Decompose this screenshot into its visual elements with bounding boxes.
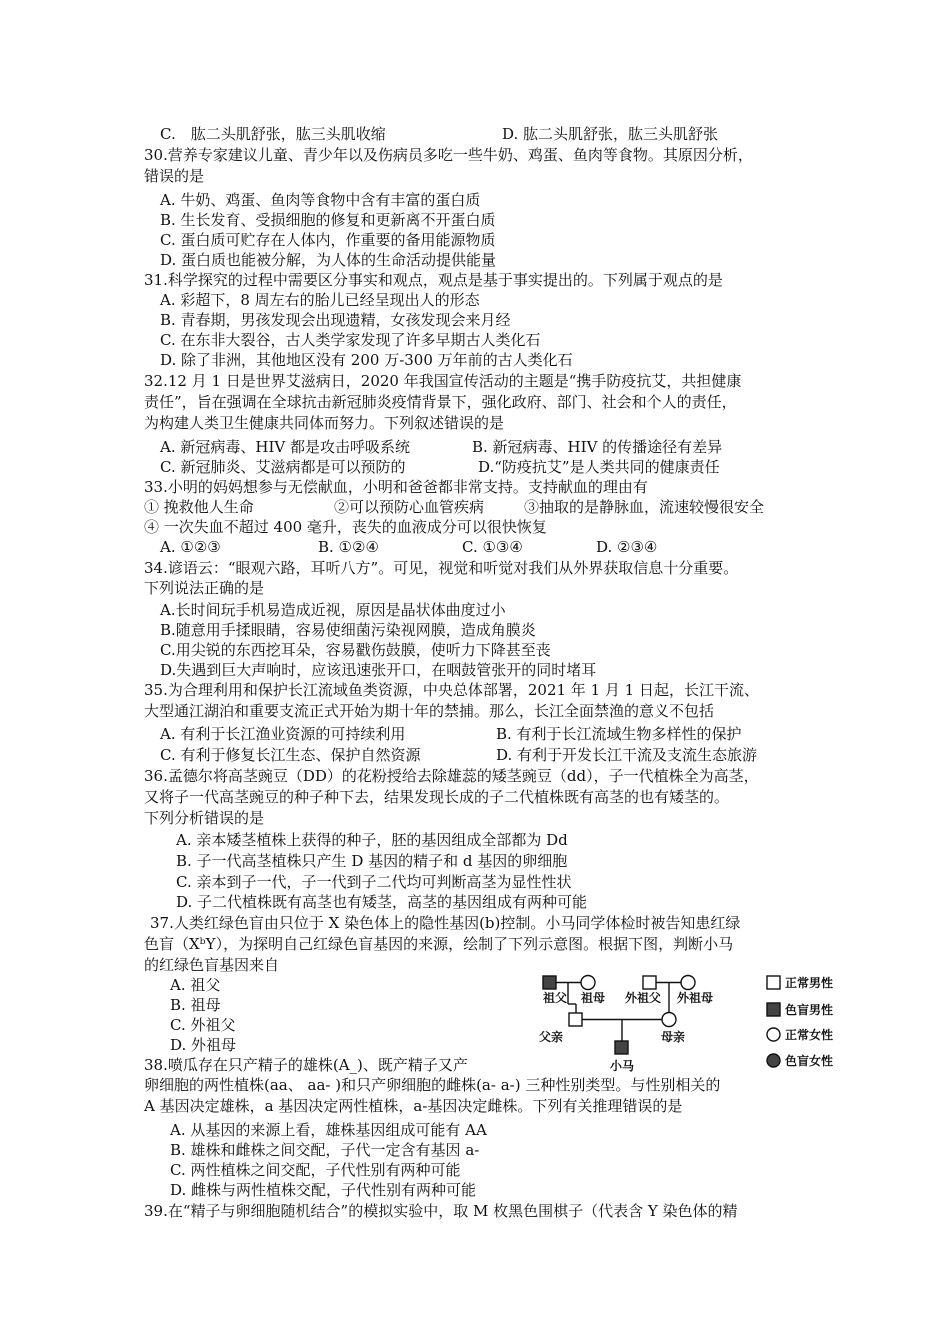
q36-option-b: B. 子一代高茎植株只产生 D 基因的精子和 d 基因的卵细胞 xyxy=(176,852,568,870)
q35-option-c: C. 有利于修复长江生态、保护自然资源 xyxy=(160,746,421,764)
grandmother-symbol xyxy=(581,976,595,990)
q38-stem: 38.喷瓜存在只产精子的雄株(A_)、既产精子又产 xyxy=(144,1056,468,1074)
pedigree-diagram xyxy=(535,972,834,1077)
legend-normal-female-icon xyxy=(767,1028,780,1041)
q35-stem: 大型通江湖泊和重要支流正式开始为期十年的禁捕。那么，长江全面禁渔的意义不包括 xyxy=(144,702,715,720)
q37-stem: 37.人类红绿色盲由只位于 X 染色体上的隐性基因(b)控制。小马同学体检时被告知患红绿 xyxy=(150,914,741,932)
q38-stem: A 基因决定雄株，a 基因决定两性植株，a-基因决定雌株。下列有关推理错误的是 xyxy=(144,1097,683,1115)
q34-option-a: A.长时间玩手机易造成近视，原因是晶状体曲度过小 xyxy=(160,601,506,619)
q36-option-d: D. 子二代植株既有高茎也有矮茎，高茎的基因组成有两种可能 xyxy=(176,893,588,911)
q32-option-d: D.“防疫抗艾”是人类共同的健康责任 xyxy=(478,458,720,476)
q37-stem: 色盲（XᵇY），为探明自己红绿色盲基因的来源，绘制了下列示意图。根据下图，判断小马 xyxy=(144,935,734,953)
q30-option-a: A. 牛奶、鸡蛋、鱼肉等食物中含有丰富的蛋白质 xyxy=(160,191,481,209)
q38-option-d: D. 雌株与两性植株交配，子代性别有两种可能 xyxy=(170,1181,477,1199)
q38-stem: 卵细胞的两性植株(aa、 aa- )和只产卵细胞的雌株(a- a-) 三种性别类型。与性别相关的 xyxy=(144,1076,721,1094)
q33-option-b: B. ①②④ xyxy=(318,538,379,556)
q33-reason-1: ① 挽救他人生命 xyxy=(144,498,254,516)
grandfather-symbol xyxy=(543,976,556,989)
q30-option-b: B. 生长发育、受损细胞的修复和更新离不开蛋白质 xyxy=(160,211,496,229)
q32-option-b: B. 新冠病毒、HIV 的传播途径有差异 xyxy=(472,438,723,456)
q34-option-c: C.用尖锐的东西挖耳朵，容易戳伤鼓膜，使听力下降甚至丧 xyxy=(160,641,551,659)
q33-option-a: A. ①②③ xyxy=(160,538,221,556)
q30-option-c: C. 蛋白质可贮存在人体内，作重要的备用能源物质 xyxy=(160,231,496,249)
q32-stem: 责任”，旨在强调在全球抗击新冠肺炎疫情背景下，强化政府、部门、社会和个人的责任， xyxy=(144,393,737,411)
maternal-grandfather-symbol xyxy=(643,976,656,989)
q38-option-a: A. 从基因的来源上看，雄株基因组成可能有 AA xyxy=(170,1121,487,1139)
q37-option-d: D. 外祖母 xyxy=(170,1036,237,1054)
legend-cb-female: 色盲女性 xyxy=(785,1054,834,1068)
q33-stem: 33.小明的妈妈想参与无偿献血，小明和爸爸都非常支持。支持献血的理由有 xyxy=(144,478,648,496)
q37-option-b: B. 祖母 xyxy=(170,996,221,1014)
q33-option-d: D. ②③④ xyxy=(596,538,658,556)
father-symbol xyxy=(569,1013,582,1026)
legend-normal-male-icon xyxy=(767,976,780,989)
q36-option-c: C. 亲本到子一代，子一代到子二代均可判断高茎为显性性状 xyxy=(176,873,572,891)
label-maternal-grandfather: 外祖父 xyxy=(625,991,662,1005)
legend-normal-male: 正常男性 xyxy=(785,976,834,990)
q38-option-c: C. 两性植株之间交配，子代性别有两种可能 xyxy=(170,1161,461,1179)
q35-option-a: A. 有利于长江渔业资源的可持续利用 xyxy=(160,725,406,743)
q38-option-b: B. 雄株和雌株之间交配，子代一定含有基因 a- xyxy=(170,1141,480,1159)
q30-option-d: D. 蛋白质也能被分解，为人体的生命活动提供能量 xyxy=(160,251,497,269)
q35-option-b: B. 有利于长江流域生物多样性的保护 xyxy=(496,725,742,743)
label-grandfather: 祖父 xyxy=(543,991,568,1005)
legend-cb-male: 色盲男性 xyxy=(785,1003,834,1017)
q33-reason-2: ②可以预防心血管疾病 xyxy=(334,498,485,516)
q32-stem: 32.12 月 1 日是世界艾滋病日，2020 年我国宣传活动的主题是“携手防疫抗艾，共担健康 xyxy=(144,372,742,390)
q37-option-a: A. 祖父 xyxy=(170,976,221,994)
label-maternal-grandmother: 外祖母 xyxy=(677,991,714,1005)
q32-option-c: C. 新冠肺炎、艾滋病都是可以预防的 xyxy=(160,458,406,476)
q31-stem: 31.科学探究的过程中需要区分事实和观点，观点是基于事实提出的。下列属于观点的是 xyxy=(144,271,723,289)
q31-option-a: A. 彩超下，8 周左右的胎儿已经呈现出人的形态 xyxy=(160,291,480,309)
mother-symbol xyxy=(662,1013,676,1027)
q36-option-a: A. 亲本矮茎植株上获得的种子，胚的基因组成全部都为 Dd xyxy=(176,831,568,849)
q30-stem: 30.营养专家建议儿童、青少年以及伤病员多吃一些牛奶、鸡蛋、鱼肉等食物。其原因分析， xyxy=(144,146,753,164)
legend-cb-male-icon xyxy=(767,1003,780,1016)
q35-stem: 35.为合理利用和保护长江流域鱼类资源，中央总体部署，2021 年 1 月 1 日起，长江干流、 xyxy=(144,681,759,699)
q33-option-c: C. ①③④ xyxy=(462,538,523,556)
q36-stem: 36.孟德尔将高茎豌豆（DD）的花粉授给去除雄蕊的矮茎豌豆（dd），子一代植株全为高茎， xyxy=(144,767,759,785)
q35-option-d: D. 有利于开发长江干流及支流生态旅游 xyxy=(496,746,758,764)
q32-option-a: A. 新冠病毒、HIV 都是攻击呼吸系统 xyxy=(160,438,410,456)
xiaoma-symbol xyxy=(615,1041,628,1054)
q30-stem: 错误的是 xyxy=(144,167,205,185)
q36-stem: 下列分析错误的是 xyxy=(144,809,265,827)
q34-option-d: D.失遇到巨大声响时，应该迅速张开口，在咽鼓管张开的同时堵耳 xyxy=(160,661,597,679)
legend-cb-female-icon xyxy=(767,1054,780,1067)
q34-stem: 34.谚语云：“眼观六路，耳听八方”。可见，视觉和听觉对我们从外界获取信息十分重要。 xyxy=(144,559,739,577)
q34-stem: 下列说法正确的是 xyxy=(144,579,265,597)
q39-stem: 39.在“精子与卵细胞随机结合”的模拟实验中，取 M 枚黑色围棋子（代表含 Y 染色体的精 xyxy=(144,1202,738,1220)
q37-stem: 的红绿色盲基因来自 xyxy=(144,956,280,974)
label-grandmother: 祖母 xyxy=(581,991,606,1005)
q36-stem: 又将子一代高茎豌豆的种子种下去，结果发现长成的子二代植株既有高茎的也有矮茎的。 xyxy=(144,788,730,806)
q31-option-d: D. 除了非洲，其他地区没有 200 万-300 万年前的古人类化石 xyxy=(160,351,573,369)
q32-stem: 为构建人类卫生健康共同体而努力。下列叙述错误的是 xyxy=(144,414,505,432)
q34-option-b: B.随意用手揉眼睛，容易使细菌污染视网膜，造成角膜炎 xyxy=(160,621,536,639)
q33-reason-4: ④ 一次失血不超过 400 毫升，丧失的血液成分可以很快恢复 xyxy=(144,518,547,536)
q33-reason-3: ③抽取的是静脉血，流速较慢很安全 xyxy=(524,498,765,516)
q29-option-d: D. 肱二头肌舒张，肱三头肌舒张 xyxy=(502,125,719,143)
legend-normal-female: 正常女性 xyxy=(785,1028,834,1042)
q31-option-c: C. 在东非大裂谷，古人类学家发现了许多早期古人类化石 xyxy=(160,331,541,349)
label-xiaoma: 小马 xyxy=(610,1059,635,1073)
label-mother: 母亲 xyxy=(661,1030,686,1044)
q37-option-c: C. 外祖父 xyxy=(170,1016,236,1034)
q29-option-c: C. 肱二头肌舒张，肱三头肌收缩 xyxy=(160,125,386,143)
maternal-grandmother-symbol xyxy=(681,976,695,990)
q31-option-b: B. 青春期，男孩发现会出现遗精，女孩发现会来月经 xyxy=(160,311,511,329)
label-father: 父亲 xyxy=(539,1030,564,1044)
